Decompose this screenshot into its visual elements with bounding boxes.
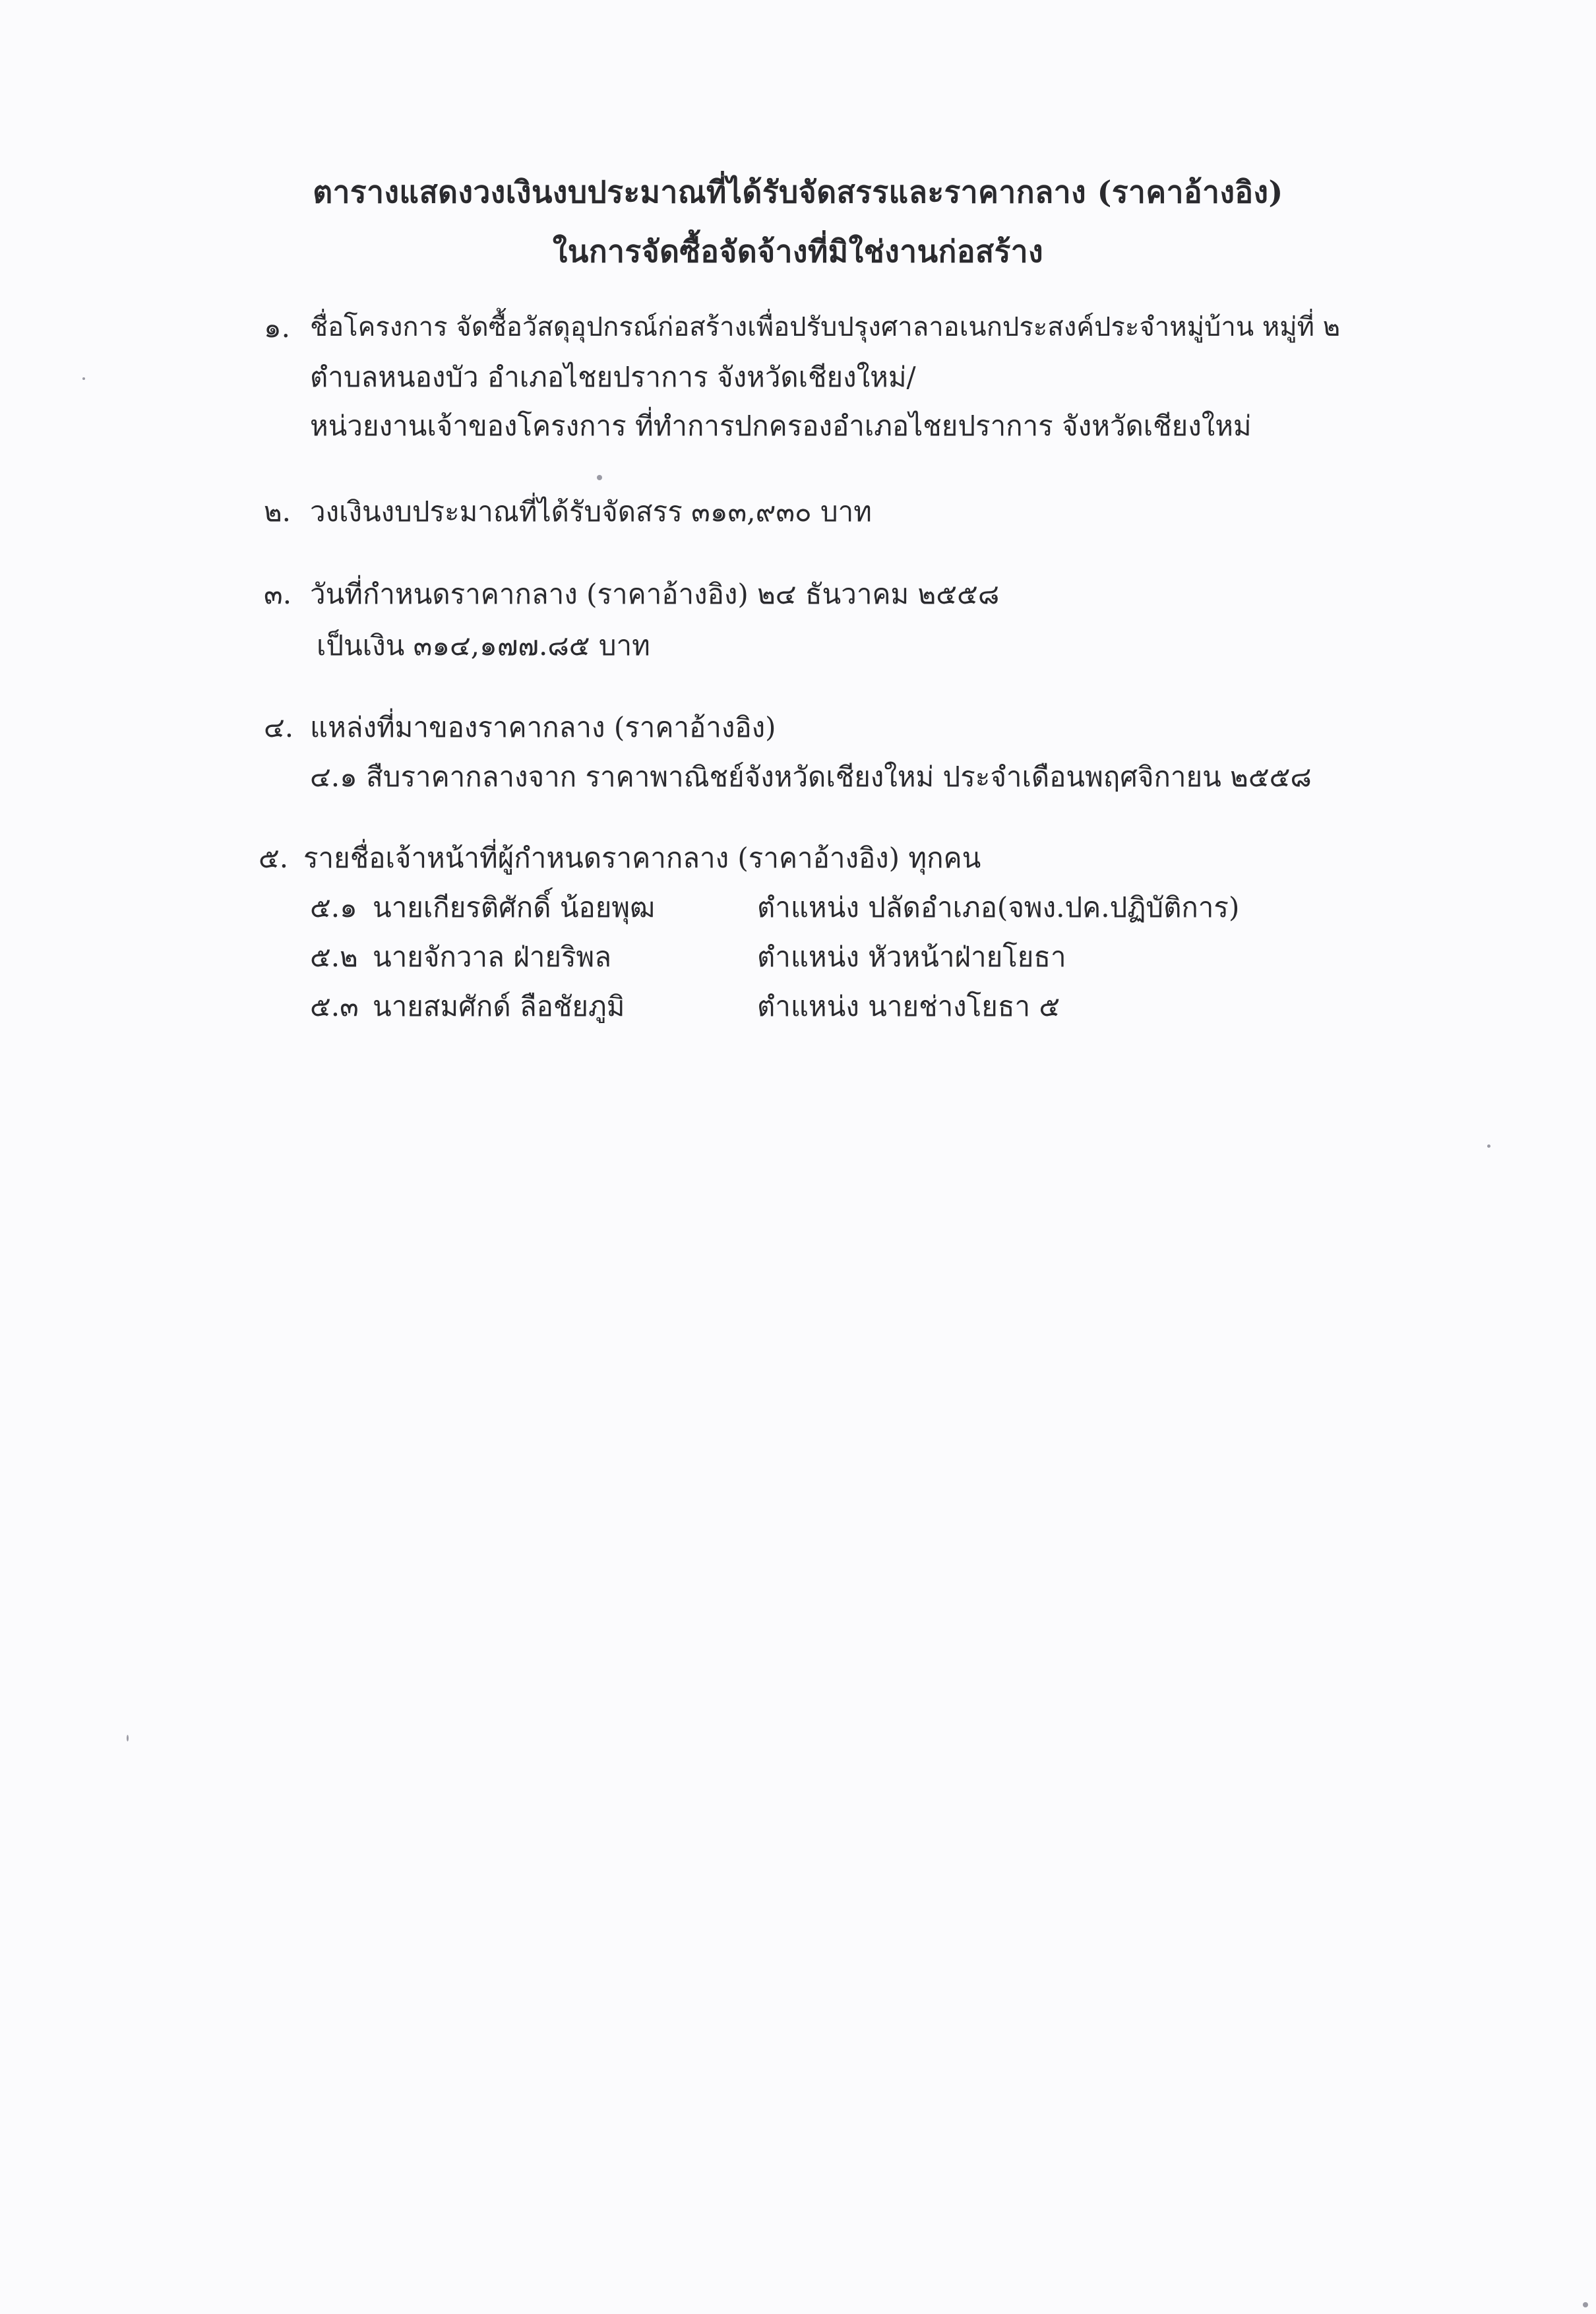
- official-2-name: นายจักวาล ฝ่ายริพล: [373, 941, 611, 973]
- item4-line2: ๔.๑ สืบราคากลางจาก ราคาพาณิชย์จังหวัดเชียงใหม่ ประจำเดือนพฤศจิกายน ๒๕๕๘: [310, 761, 1312, 793]
- item4-number: ๔.: [264, 711, 294, 743]
- item1-line2: ตำบลหนองบัว อำเภอไชยปราการ จังหวัดเชียงใหม่/: [310, 361, 916, 393]
- item4-line1: แหล่งที่มาของราคากลาง (ราคาอ้างอิง): [310, 711, 776, 743]
- official-1-name: นายเกียรติศักดิ์ น้อยพุฒ: [373, 891, 656, 923]
- scan-speck: [1583, 2302, 1588, 2307]
- item3-line2: เป็นเงิน ๓๑๔,๑๗๗.๘๕ บาท: [317, 629, 650, 662]
- item2-text: วงเงินงบประมาณที่ได้รับจัดสรร ๓๑๓,๙๓๐ บาท: [310, 495, 872, 528]
- item3-line1: วันที่กำหนดราคากลาง (ราคาอ้างอิง) ๒๔ ธันวาคม ๒๕๕๘: [310, 578, 1000, 610]
- official-2-position: ตำแหน่ง หัวหน้าฝ่ายโยธา: [757, 941, 1066, 973]
- scan-speck: [597, 475, 602, 480]
- official-3-index: ๕.๓: [310, 990, 359, 1022]
- item1-number: ๑.: [264, 311, 291, 344]
- item2-number: ๒.: [264, 495, 292, 528]
- title-line-1: ตารางแสดงวงเงินงบประมาณที่ได้รับจัดสรรและราคากลาง (ราคาอ้างอิง): [313, 174, 1283, 210]
- official-2-index: ๕.๒: [310, 941, 358, 973]
- scan-speck: [127, 1735, 129, 1741]
- official-1-position: ตำแหน่ง ปลัดอำเภอ(จพง.ปค.ปฏิบัติการ): [757, 891, 1240, 923]
- item5-heading: รายชื่อเจ้าหน้าที่ผู้กำหนดราคากลาง (ราคาอ้างอิง) ทุกคน: [303, 842, 981, 874]
- scan-speck: [1487, 1144, 1490, 1148]
- title-line-2: ในการจัดซื้อจัดจ้างที่มิใช่งานก่อสร้าง: [552, 234, 1044, 269]
- official-3-position: ตำแหน่ง นายช่างโยธา ๕: [757, 990, 1060, 1022]
- item5-number: ๕.: [259, 842, 289, 874]
- item1-line3: หน่วยงานเจ้าของโครงการ ที่ทำการปกครองอำเภอไชยปราการ จังหวัดเชียงใหม่: [310, 410, 1252, 442]
- official-1-index: ๕.๑: [310, 891, 357, 923]
- scan-speck: [82, 377, 85, 380]
- official-3-name: นายสมศักด์ ลือชัยภูมิ: [373, 990, 625, 1022]
- item1-line1: ชื่อโครงการ จัดซื้อวัสดุอุปกรณ์ก่อสร้างเพื่อปรับปรุงศาลาอเนกประสงค์ประจำหมู่บ้าน หมู่ที่ ๒: [310, 312, 1341, 342]
- item3-number: ๓.: [264, 578, 292, 610]
